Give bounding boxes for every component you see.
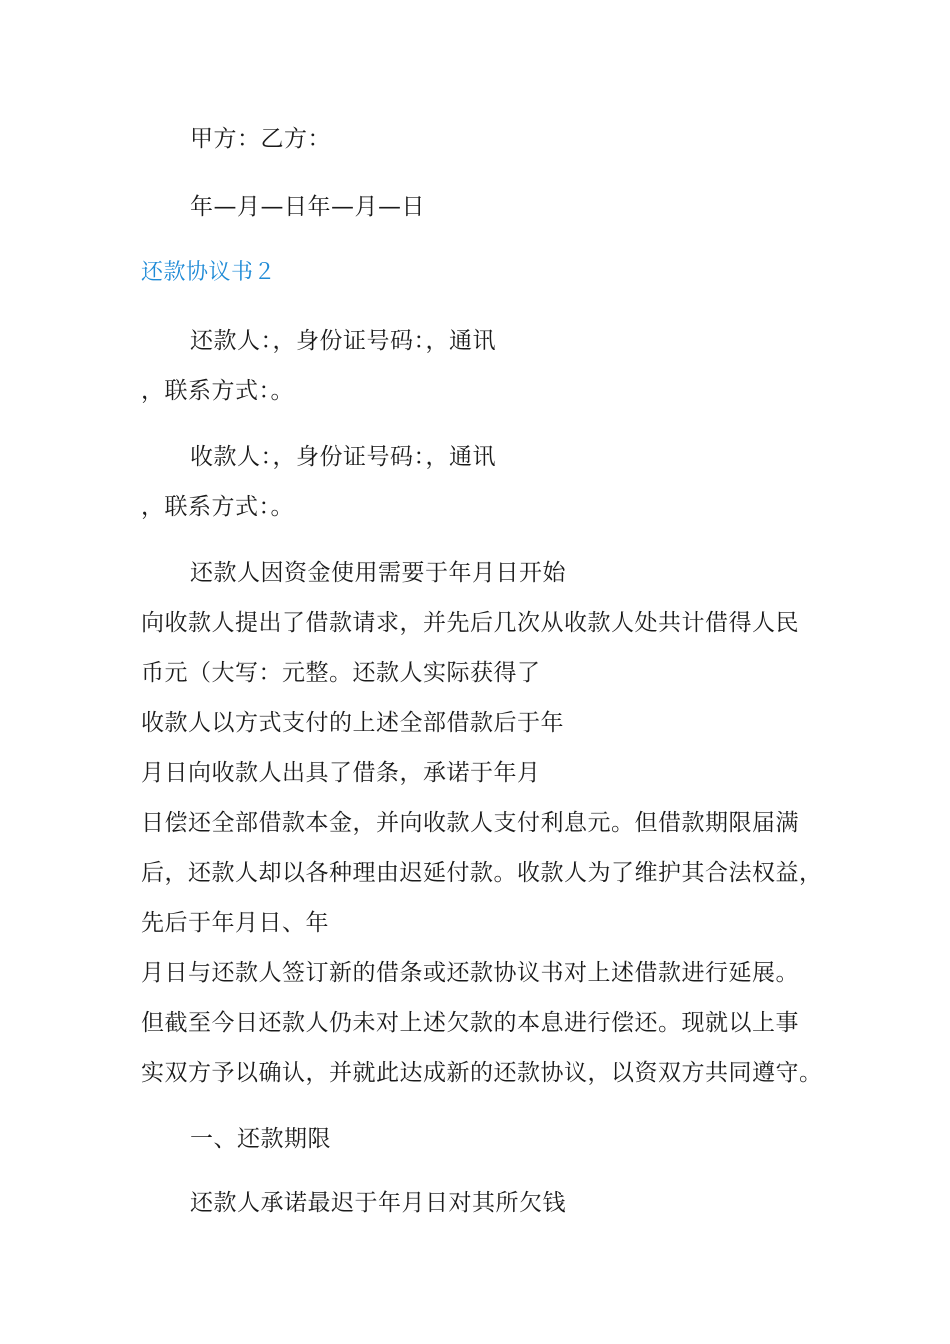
body-line: 币元（大写：元整。还款人实际获得了 (141, 660, 541, 686)
clause-1-text: 还款人承诺最迟于年月日对其所欠钱 (190, 1190, 566, 1216)
signature-dates: 年—月—日年—月—日 (190, 194, 425, 220)
section-title: 还款协议书２ (141, 260, 277, 285)
body-line: 月日向收款人出具了借条，承诺于年月 (141, 760, 541, 786)
signature-parties: 甲方：乙方： (190, 126, 331, 152)
repayer-info-line-1: 还款人：，身份证号码：，通讯 (190, 328, 496, 354)
body-line: 先后于年月日、年 (141, 910, 329, 936)
body-line: 月日与还款人签订新的借条或还款协议书对上述借款进行延展。 (141, 960, 799, 986)
body-line: 实双方予以确认，并就此达成新的还款协议，以资双方共同遵守。 (141, 1060, 823, 1086)
body-line: 还款人因资金使用需要于年月日开始 (190, 560, 566, 586)
body-line: 日偿还全部借款本金，并向收款人支付利息元。但借款期限届满 (141, 810, 799, 836)
repayer-info-line-2: ，联系方式：。 (141, 378, 294, 404)
body-line: 但截至今日还款人仍未对上述欠款的本息进行偿还。现就以上事 (141, 1010, 799, 1036)
body-line: 后，还款人却以各种理由迟延付款。收款人为了维护其合法权益， (141, 860, 823, 886)
payee-info-line-1: 收款人：，身份证号码：，通讯 (190, 444, 496, 470)
payee-info-line-2: ，联系方式：。 (141, 494, 294, 520)
body-line: 向收款人提出了借款请求，并先后几次从收款人处共计借得人民 (141, 610, 799, 636)
clause-1-title: 一、还款期限 (190, 1126, 331, 1152)
body-line: 收款人以方式支付的上述全部借款后于年 (141, 710, 564, 736)
